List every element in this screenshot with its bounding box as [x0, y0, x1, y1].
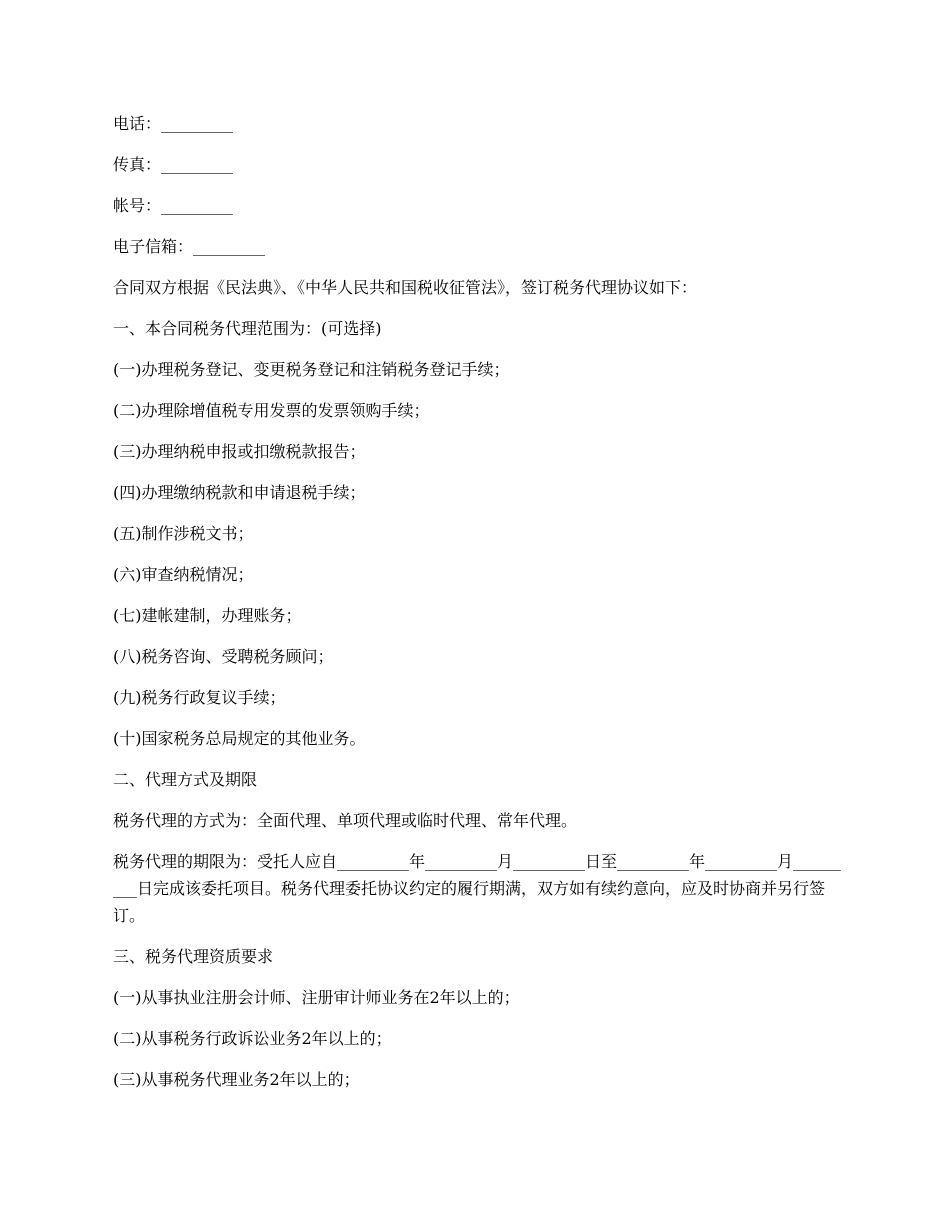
fax-field: 传真：_________ [113, 155, 234, 174]
section3-item: (二)从事税务行政诉讼业务2年以上的； [113, 1029, 392, 1048]
section1-item: (四)办理缴纳税款和申请退税手续； [113, 483, 366, 502]
section3-heading: 三、税务代理资质要求 [113, 947, 274, 966]
section1-heading: 一、本合同税务代理范围为：(可选择) [113, 319, 382, 338]
section3-item: (三)从事税务代理业务2年以上的； [113, 1070, 360, 1089]
section1-item: (七)建帐建制，办理账务； [113, 606, 302, 625]
section1-item: (二)办理除增值税专用发票的发票领购手续； [113, 401, 430, 420]
section1-item: (一)办理税务登记、变更税务登记和注销税务登记手续； [113, 360, 510, 379]
email-field: 电子信箱：_________ [113, 237, 266, 256]
agency-method-paragraph: 税务代理的方式为：全面代理、单项代理或临时代理、常年代理。 [113, 811, 578, 830]
intro-paragraph: 合同双方根据《民法典》、《中华人民共和国税收征管法》，签订税务代理协议如下： [113, 278, 698, 297]
section1-item: (五)制作涉税文书； [113, 524, 254, 543]
account-field: 帐号：_________ [113, 196, 234, 215]
section1-item: (九)税务行政复议手续； [113, 688, 286, 707]
phone-field: 电话：_________ [113, 114, 234, 133]
agency-term-paragraph: 税务代理的期限为：受托人应自_________年_________月_________日至_________年_________月_________日完成该委托项目。税务代理委托协议约定的履行期满，双方如有续约意向，应及时协商并另行签订。 [113, 852, 842, 925]
section2-heading: 二、代理方式及期限 [113, 770, 258, 789]
section3-item: (一)从事执业注册会计师、注册审计师业务在2年以上的； [113, 988, 520, 1007]
section1-item: (八)税务咨询、受聘税务顾问； [113, 647, 334, 666]
section1-item: (三)办理纳税申报或扣缴税款报告； [113, 442, 366, 461]
section1-item: (六)审查纳税情况； [113, 565, 254, 584]
section1-item: (十)国家税务总局规定的其他业务。 [113, 729, 366, 748]
document-body [113, 110, 841, 1107]
